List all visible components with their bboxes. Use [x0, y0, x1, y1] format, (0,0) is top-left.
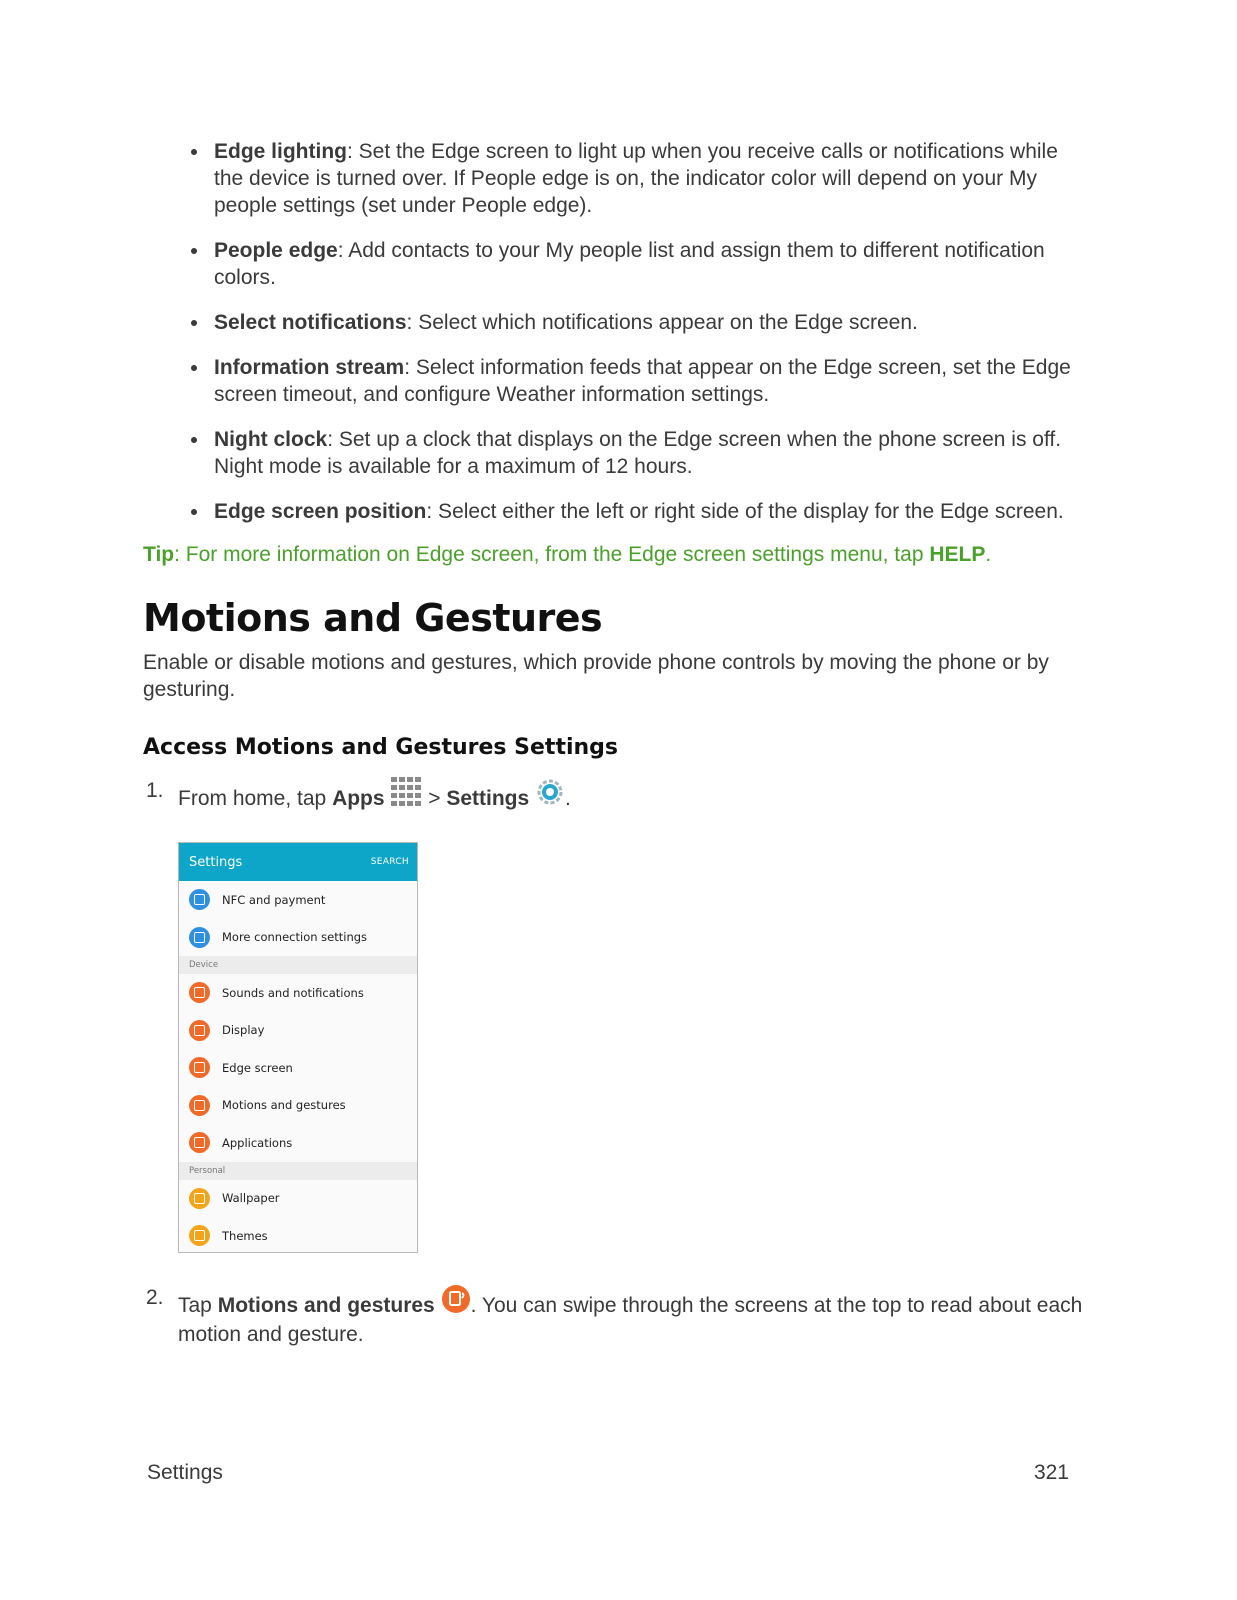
page-content — [143, 138, 1073, 814]
bullet-icon — [191, 149, 197, 155]
settings-item-label: Edge screen — [222, 1060, 293, 1075]
bullet-text: : Add contacts to your My people list and assign them to different notification colors. — [214, 239, 1045, 289]
section-header-personal: Personal — [179, 1162, 417, 1180]
bullet-term: Night clock — [214, 428, 328, 451]
tip-note — [143, 541, 1073, 568]
settings-item-label: Display — [222, 1023, 265, 1038]
search-button[interactable]: SEARCH — [370, 857, 409, 867]
applications-icon — [189, 1132, 210, 1153]
list-item — [143, 237, 1073, 291]
tip-text: : For more information on Edge screen, from the Edge screen settings menu, tap — [174, 543, 930, 566]
settings-item-more-connection[interactable] — [179, 919, 417, 957]
footer-section: Settings — [147, 1461, 223, 1484]
step-text: Tap — [178, 1294, 218, 1317]
step-1 — [143, 777, 1073, 814]
settings-item-themes[interactable] — [179, 1217, 417, 1253]
list-item — [143, 498, 1073, 525]
motions-icon — [189, 1095, 210, 1116]
tip-end: . — [985, 543, 992, 566]
step-end: . — [565, 787, 571, 810]
subheading: Access Motions and Gestures Settings — [143, 735, 619, 760]
tip-label: Tip — [143, 543, 175, 566]
bullet-term: Edge screen position — [214, 500, 427, 523]
apps-label: Apps — [332, 787, 385, 810]
wallpaper-icon — [189, 1188, 210, 1209]
settings-item-sounds[interactable] — [179, 974, 417, 1012]
themes-icon — [189, 1225, 210, 1246]
bullet-icon — [191, 437, 197, 443]
motions-gestures-icon — [441, 1284, 471, 1321]
list-item — [143, 138, 1073, 219]
step-sep: > — [422, 787, 447, 810]
list-item — [143, 309, 1073, 336]
step-text-post: . You can swipe through the screens at the top to read about each motion and gesture. — [178, 1294, 1083, 1346]
tip-help: HELP — [929, 543, 986, 566]
settings-screenshot — [178, 842, 418, 1253]
step-number: 2. — [146, 1286, 164, 1309]
settings-item-label: NFC and payment — [222, 892, 326, 907]
settings-item-applications[interactable] — [179, 1124, 417, 1162]
section-header-device: Device — [179, 956, 417, 974]
connection-icon — [189, 927, 210, 948]
app-bar-title: Settings — [189, 854, 243, 870]
list-item — [143, 354, 1073, 408]
settings-item-motions[interactable] — [179, 1087, 417, 1125]
motions-label: Motions and gestures — [217, 1294, 435, 1317]
settings-item-wallpaper[interactable] — [179, 1180, 417, 1218]
display-icon — [189, 1020, 210, 1041]
sound-icon — [189, 982, 210, 1003]
apps-grid-icon — [390, 777, 422, 814]
bullet-icon — [191, 320, 197, 326]
bullet-text: : Select information feeds that appear on the Edge screen, set the Edge screen timeout, and configure Weather information settings. — [214, 356, 1071, 406]
settings-gear-icon — [535, 777, 565, 814]
bullet-icon — [191, 248, 197, 254]
bullet-term: Information stream — [214, 356, 405, 379]
step-2 — [143, 1284, 1108, 1348]
step-text: From home, tap — [178, 787, 333, 810]
bullet-text: : Set up a clock that displays on the Edge screen when the phone screen is off. Night mode is available for a maximum of 12 hours. — [214, 428, 1062, 478]
app-bar — [179, 843, 417, 881]
bullet-text: : Set the Edge screen to light up when you receive calls or notifications while the device is turned over. If People edge is on, the indicator color will depend on your My people settings (set under People edge). — [214, 140, 1058, 217]
settings-item-edge-screen[interactable] — [179, 1049, 417, 1087]
section-title: Motions and Gestures — [143, 596, 603, 640]
settings-item-label: Motions and gestures — [222, 1098, 346, 1113]
bullet-term: Select notifications — [214, 311, 407, 334]
nfc-icon — [189, 889, 210, 910]
edge-screen-icon — [189, 1057, 210, 1078]
edge-settings-list — [143, 138, 1073, 525]
step-number: 1. — [146, 779, 164, 802]
settings-item-label: Applications — [222, 1135, 293, 1150]
bullet-term: Edge lighting — [214, 140, 347, 163]
settings-label: Settings — [446, 787, 530, 810]
page-number: 321 — [1033, 1461, 1069, 1484]
bullet-icon — [191, 509, 197, 515]
settings-item-label: Wallpaper — [222, 1191, 280, 1206]
section-intro: Enable or disable motions and gestures, which provide phone controls by moving the phone or by gesturing. — [143, 651, 1049, 701]
settings-item-label: Sounds and notifications — [222, 985, 364, 1000]
bullet-term: People edge — [214, 239, 338, 262]
settings-item-display[interactable] — [179, 1012, 417, 1050]
settings-item-label: More connection settings — [222, 930, 368, 945]
settings-item-label: Themes — [222, 1228, 268, 1243]
settings-item-nfc[interactable] — [179, 881, 417, 919]
bullet-text: : Select either the left or right side of the display for the Edge screen. — [426, 500, 1064, 523]
bullet-icon — [191, 365, 197, 371]
list-item — [143, 426, 1073, 480]
bullet-text: : Select which notifications appear on the Edge screen. — [406, 311, 918, 334]
